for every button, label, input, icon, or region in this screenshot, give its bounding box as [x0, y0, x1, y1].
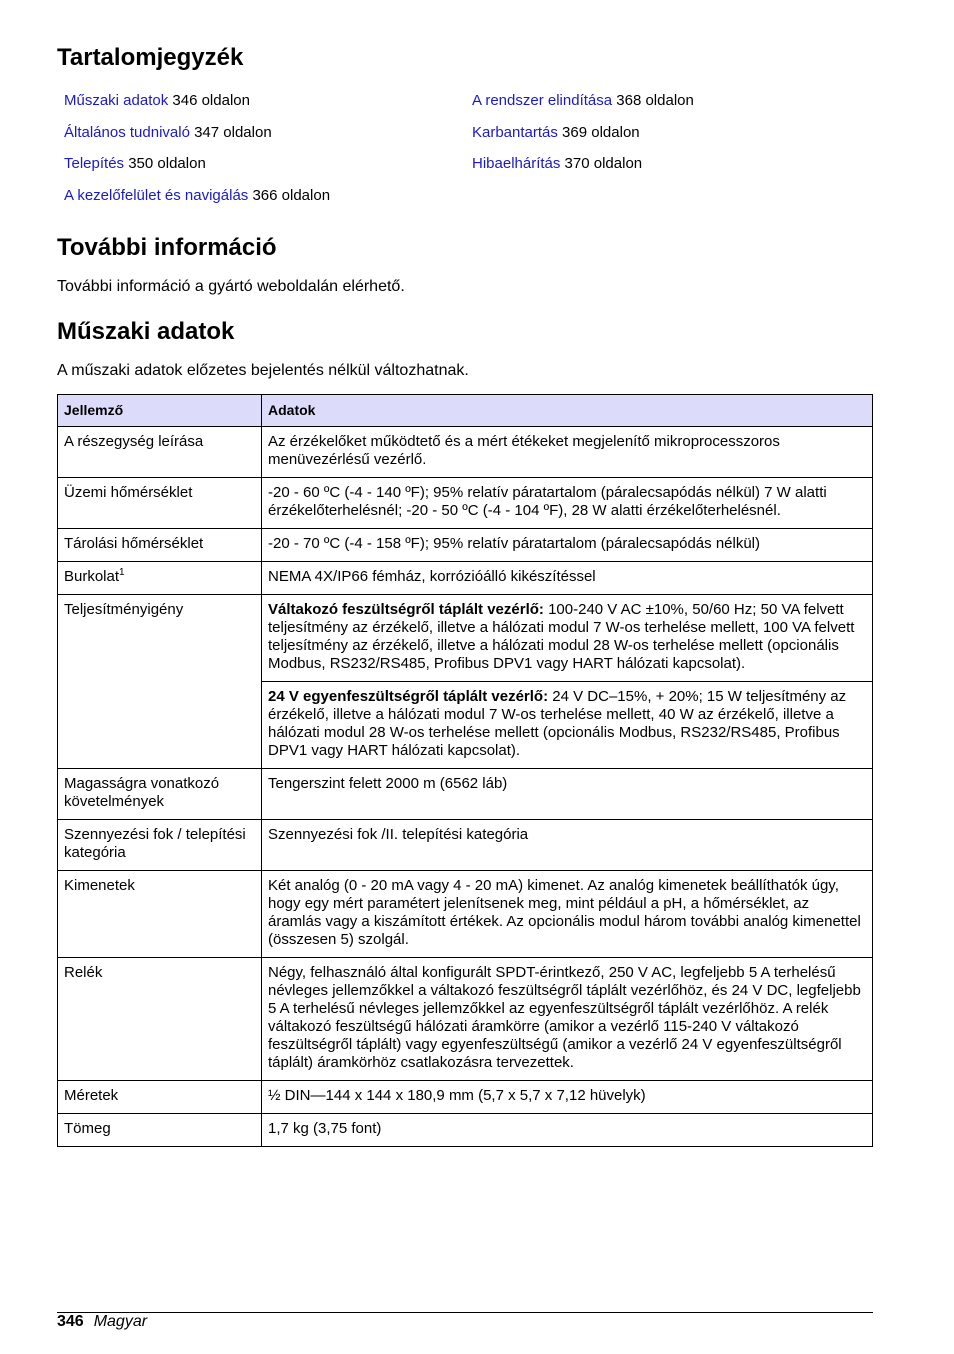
- specs-intro: A műszaki adatok előzetes bejelentés nélkül változhatnak.: [57, 362, 469, 379]
- toc-page-ref: 369 oldalon: [557, 123, 640, 141]
- table-row: [58, 871, 873, 958]
- toc-item: [472, 124, 694, 156]
- value-cell: Négy, felhasználó által konfigurált SPDT-érintkező, 250 V AC, legfeljebb 5 A terhelésű névleges jellemzőkkel a váltakozó feszültségről táplált vezérlőhöz, és 24 V DC, legfeljebb 5 A terhelésű névleges jellemzőkkel az egyenfeszültségről táplált vezérlőhöz. A relék váltakozó feszültségű hálózati áramkörre (amikor a vezérlő 115-240 V váltakozó feszültségről táplált) vagy egyenfeszültségű (amikor a vezérlő 24 V egyenfeszültségről táplált) áramkörhöz csatlakozásra tervezettek.: [262, 958, 873, 1081]
- table-header-row: [58, 395, 873, 427]
- toc-link-altalanos-tudnivalo[interactable]: Általános tudnivaló: [64, 123, 190, 141]
- specs-table: [57, 394, 873, 1147]
- toc-item: [472, 155, 694, 187]
- table-row: [58, 478, 873, 529]
- toc-item: [64, 187, 330, 219]
- value-cell: 1,7 kg (3,75 font): [262, 1114, 873, 1147]
- table-row: [58, 769, 873, 820]
- footer-divider: [57, 1312, 873, 1313]
- value-lead-ac: Váltakozó feszültségről táplált vezérlő:: [268, 601, 544, 618]
- feature-cell: Üzemi hőmérséklet: [58, 478, 262, 529]
- feature-label: Burkolat: [64, 568, 120, 585]
- feature-cell: Relék: [58, 958, 262, 1081]
- table-row: [58, 529, 873, 562]
- page-number: 346: [57, 1313, 84, 1330]
- value-cell: Két analóg (0 - 20 mA vagy 4 - 20 mA) kimenet. Az analóg kimenetek beállíthatók úgy, hogy egy mért paramétert jelenítsenek meg, mint például a pH, a hőmérséklet, az áramlás vagy a kiszámított értékek. Az opcionális modul három további analóg kimenettel (összesen 5) szolgál.: [262, 871, 873, 958]
- toc-item: [64, 124, 330, 156]
- feature-cell: Magasságra vonatkozó követelmények: [58, 769, 262, 820]
- feature-cell: A részegység leírása: [58, 427, 262, 478]
- toc-page-ref: 368 oldalon: [612, 92, 694, 109]
- value-text-dc: 24 V DC–15%, + 20%; 15 W teljesítmény az érzékelő, illetve a hálózati modul 7 W-os terhelése mellett, 40 W az érzékelő, illetve a hálózati modul 28 W-os terhelése mellett (opcionális Modbus, RS232/RS485, Profibus DPV1 vagy HART hálózati kapcsolat).: [268, 688, 847, 759]
- toc-item: [472, 92, 694, 124]
- value-cell: -20 - 60 ºC (-4 - 140 ºF); 95% relatív páratartalom (páralecsapódás nélkül) 7 W alatti érzékelőterhelésnél; -20 - 50 ºC (-4 - 104 ºF), 28 W alatti érzékelőterhelésnél.: [262, 478, 873, 529]
- table-row: [58, 427, 873, 478]
- toc-item: [64, 155, 330, 187]
- value-cell: -20 - 70 ºC (-4 - 158 ºF); 95% relatív páratartalom (páralecsapódás nélkül): [262, 529, 873, 562]
- value-cell: NEMA 4X/IP66 fémház, korrózióálló kikészítéssel: [262, 562, 873, 595]
- value-cell: Szennyezési fok /II. telepítési kategória: [262, 820, 873, 871]
- value-cell-dc: [262, 682, 873, 769]
- toc-link-karbantartas[interactable]: Karbantartás: [472, 123, 558, 141]
- feature-cell: Szennyezési fok / telepítési kategória: [58, 820, 262, 871]
- feature-cell: Méretek: [58, 1081, 262, 1114]
- toc-link-telepites[interactable]: Telepítés: [64, 155, 125, 173]
- value-text-ac: 100-240 V AC ±10%, 50/60 Hz; 50 VA felvett teljesítmény az érzékelő, illetve a hálózati modul 7 W-os terhelése mellett, 100 VA felvett teljesítmény az érzékelő, illetve a hálózati modul 28 W-os terhelése mellett (opcionális Modbus, RS232/RS485, Profibus DPV1 vagy HART hálózati kapcsolat).: [268, 601, 855, 672]
- feature-cell: Teljesítményigény: [58, 595, 262, 769]
- toc-item: [64, 92, 330, 124]
- footer-language: Magyar: [93, 1313, 148, 1330]
- value-cell: Tengerszint felett 2000 m (6562 láb): [262, 769, 873, 820]
- toc-column-right: [472, 92, 694, 187]
- specs-heading: Műszaki adatok: [57, 318, 235, 345]
- footnote-marker: 1: [119, 567, 125, 578]
- table-row: [58, 595, 873, 682]
- value-cell: Az érzékelőket működtető és a mért étékeket megjelenítő mikroprocesszoros menüvezérlésű vezérlő.: [262, 427, 873, 478]
- table-row: [58, 1081, 873, 1114]
- more-info-text: További információ a gyártó weboldalán elérhető.: [57, 278, 405, 295]
- toc-link-rendszer-inditasa[interactable]: A rendszer elindítása: [472, 92, 613, 109]
- value-cell-ac: [262, 595, 873, 682]
- feature-cell: Kimenetek: [58, 871, 262, 958]
- feature-cell: Tárolási hőmérséklet: [58, 529, 262, 562]
- column-header-feature: Jellemző: [58, 395, 262, 427]
- table-row: [58, 958, 873, 1081]
- toc-link-hibaelharitas[interactable]: Hibaelhárítás: [472, 155, 561, 173]
- more-info-heading: További információ: [57, 234, 277, 261]
- table-row: [58, 1114, 873, 1147]
- toc-page-ref: 347 oldalon: [189, 123, 272, 141]
- feature-cell: [58, 562, 262, 595]
- page-footer: [57, 1313, 147, 1331]
- feature-cell: Tömeg: [58, 1114, 262, 1147]
- toc-heading: Tartalomjegyzék: [57, 44, 244, 71]
- table-row: [58, 562, 873, 595]
- toc-page-ref: 366 oldalon: [248, 187, 331, 205]
- value-lead-dc: 24 V egyenfeszültségről táplált vezérlő:: [268, 688, 549, 705]
- toc-page-ref: 346 oldalon: [168, 92, 250, 109]
- value-cell: ½ DIN—144 x 144 x 180,9 mm (5,7 x 5,7 x 7,12 hüvelyk): [262, 1081, 873, 1114]
- toc-link-muszaki-adatok[interactable]: Műszaki adatok: [64, 92, 169, 109]
- toc-page-ref: 370 oldalon: [560, 155, 643, 173]
- toc-column-left: [64, 92, 330, 219]
- column-header-data: Adatok: [262, 395, 873, 427]
- table-row: [58, 820, 873, 871]
- toc-link-kezelofelulet[interactable]: A kezelőfelület és navigálás: [64, 187, 249, 205]
- toc-page-ref: 350 oldalon: [124, 155, 206, 173]
